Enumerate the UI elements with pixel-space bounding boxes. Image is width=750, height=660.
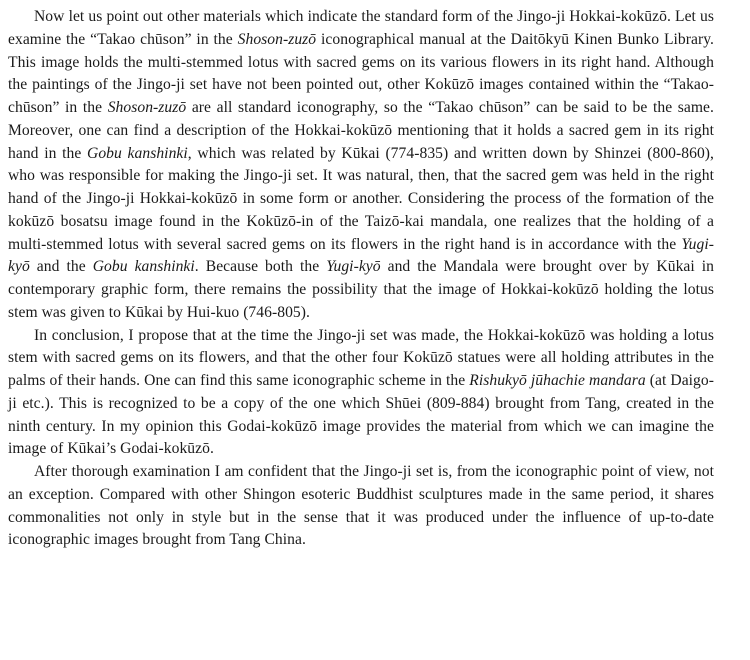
document-page [8, 0, 714, 552]
text-segment: iconographical manual at the Daitōkyū Kinen Bunko Library. This image holds the multi-stemmed lotus with sacred gems on its various flowers in its right hand. Although the paintings of the Jingo-ji set have not been pointed out, other Kokūzō images contained within the “Takao-chūson” in the [8, 30, 714, 116]
title-gobu-kanshinki: Gobu kanshinki [87, 144, 188, 162]
text-segment: , which was related by Kūkai (774-835) and written down by Shinzei (800-860), who was responsible for making the Jingo-ji set. It was natural, then, that the sacred gem was held in the right hand of the Jingo-ji Hokkai-kokūzō in some form or another. Considering the process of the formation of the kokūzō bosatsu image found in the Kokūzō-in of the Taizō-kai mandala, one realizes that the holding of a multi-stemmed lotus with several sacred gems on its flowers in the right hand is in accordance with the [8, 144, 714, 253]
text-segment: . Because both the [194, 258, 327, 276]
text-segment: In conclusion, I propose that at the time the Jingo-ji set was made, the Hokkai-kokūzō was holding a lotus stem with sacred gems on its flowers, and that the other four Kokūzō statues were all holding attributes in the palms of their hands. One can find this same iconographic scheme in the [8, 326, 714, 389]
title-rishukyo-juhachie-mandara: Rishukyō jūhachie mandara [469, 372, 646, 389]
text-segment: and the [29, 258, 93, 276]
text-segment: and the Mandala were brought over by Kūkai in contemporary graphic form, there remains the possibility that the image of Hokkai-kokūzō holding the lotus stem was given to Kūkai by Hui-kuo (746-805). [8, 258, 715, 321]
title-gobu-kanshinki: Gobu kanshinki [92, 258, 195, 276]
title-shoson-zuzo: Shoson-zuzō [107, 99, 187, 116]
paragraph-final-assessment [8, 461, 714, 552]
text-segment: are all standard iconography, so the “Takao chūson” can be said to be the same. Moreover, one can find a description of the Hokkai-kokūzō mentioning that it holds a sacred gem in its right hand in the [8, 99, 714, 162]
text-segment: Now let us point out other materials which indicate the standard form of the Jingo-ji Hokkai-kokūzō. Let us examine the “Takao chūson” in the [8, 8, 714, 48]
title-yugi-kyo: Yugi-kyō [326, 258, 381, 276]
title-shoson-zuzo: Shoson-zuzō [237, 30, 317, 48]
paragraph-jingo-ji-materials [8, 0, 714, 325]
title-yugi-kyo: Yugi-kyō [8, 235, 714, 276]
paragraph-conclusion [8, 325, 714, 462]
text-segment: (at Daigo-ji etc.). This is recognized to be a copy of the one which Shūei (809-884) brought from Tang, created in the ninth century. In my opinion this Godai-kokūzō image provides the material from which we can imagine the image of Kūkai’s Godai-kokūzō. [8, 372, 714, 458]
text-segment: After thorough examination I am confident that the Jingo-ji set is, from the iconographic point of view, not an exception. Compared with other Shingon esoteric Buddhist sculptures made in the same period, it shares commonalities not only in style but in the sense that it was produced under the influence of up-to-date iconographic images brought from Tang China. [8, 463, 714, 549]
